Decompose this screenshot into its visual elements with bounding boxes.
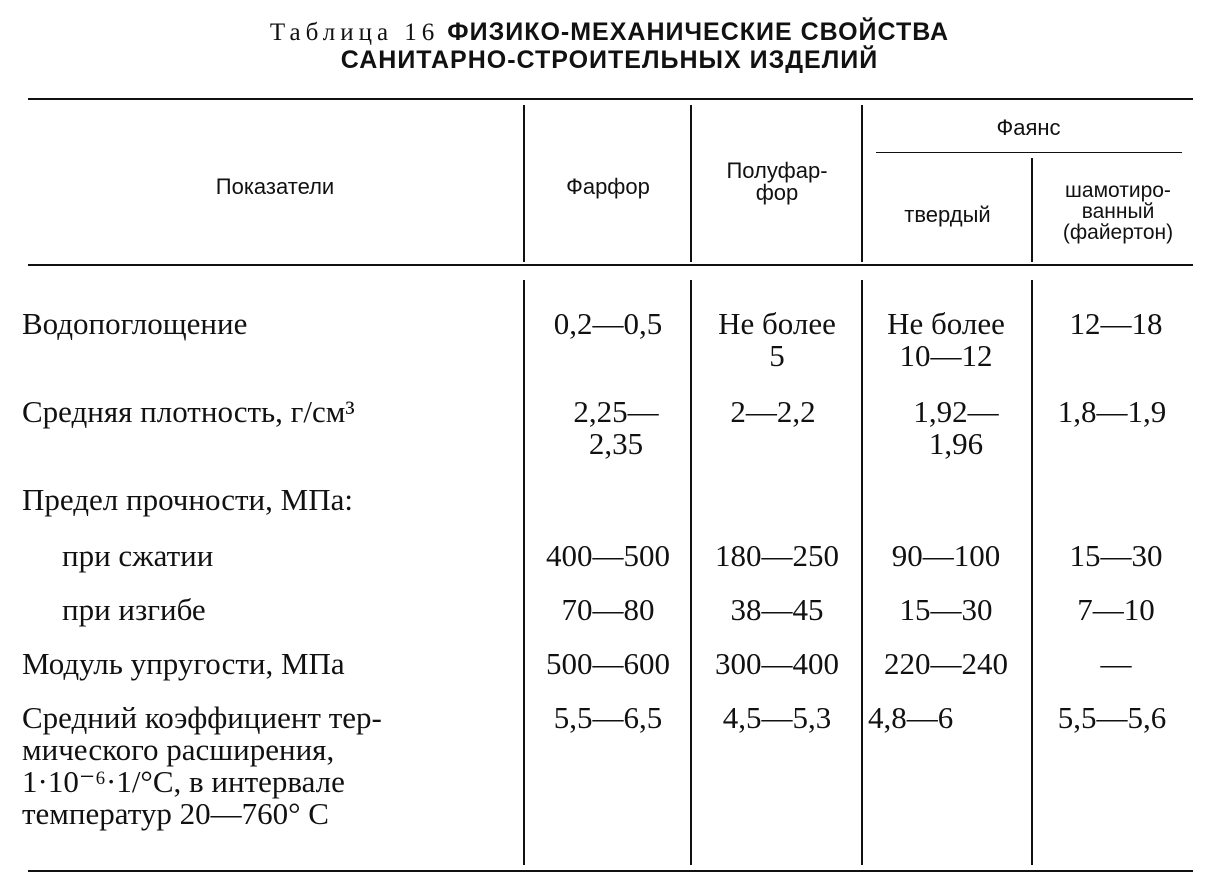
- faience-subheader-rule: [876, 152, 1182, 153]
- row-label-density: Средняя плотность, г/см³: [22, 394, 355, 429]
- row-label-elastic-modulus: Модуль упругости, МПа: [22, 646, 345, 681]
- header-indicators: Показатели: [215, 174, 335, 199]
- cell-compression-faience-hard: 90—100: [891, 538, 1001, 573]
- cell-water-absorption-porcelain: 0,2—0,5: [553, 306, 663, 341]
- header-bottom-rule: [28, 264, 1193, 266]
- cell-compression-porcelain: 400—500: [546, 538, 670, 573]
- col-divider-header-2: [690, 105, 692, 262]
- cell-compression-semi-porcelain: 180—250: [715, 538, 839, 573]
- cell-bending-semi-porcelain: 38—45: [730, 592, 824, 627]
- row-label-bending: при изгибе: [62, 592, 206, 627]
- header-porcelain: Фарфор: [566, 174, 650, 199]
- cell-compression-faience-chamotte: 15—30: [1069, 538, 1163, 573]
- cell-elastic-modulus-porcelain: 500—600: [546, 646, 670, 681]
- table-title-line2: САНИТАРНО-СТРОИТЕЛЬНЫХ ИЗДЕЛИЙ: [340, 46, 879, 74]
- cell-thermal-expansion-faience-chamotte: 5,5—5,6: [1057, 700, 1167, 735]
- cell-water-absorption-semi-porcelain: Не более 5: [718, 306, 836, 373]
- table-top-rule: [28, 98, 1193, 100]
- table-caption-line1: [0, 20, 1219, 45]
- cell-elastic-modulus-semi-porcelain: 300—400: [715, 646, 839, 681]
- cell-elastic-modulus-faience-hard: 220—240: [884, 646, 1008, 681]
- cell-thermal-expansion-porcelain: 5,5—6,5: [553, 700, 663, 735]
- cell-density-faience-hard: 1,92— 1,96: [913, 394, 999, 461]
- row-label-strength: Предел прочности, МПа:: [22, 482, 353, 517]
- row-label-thermal-expansion: Средний коэффициент тер- мического расширения, 1·10⁻⁶·1/°С, в интервале температур 20—760° С: [22, 700, 382, 831]
- col-divider-header-4: [1031, 158, 1033, 262]
- cell-bending-faience-chamotte: 7—10: [1077, 592, 1155, 627]
- cell-water-absorption-faience-hard: Не более 10—12: [887, 306, 1005, 373]
- col-divider-header-3: [861, 105, 863, 262]
- header-semi-porcelain: Полуфар- фор: [726, 158, 828, 205]
- header-faience: Фаянс: [996, 115, 1061, 140]
- table-number: Таблица 16: [269, 19, 440, 46]
- col-divider-body-1: [523, 280, 525, 865]
- cell-bending-porcelain: 70—80: [561, 592, 655, 627]
- row-label-water-absorption: Водопоглощение: [22, 306, 248, 341]
- cell-density-faience-chamotte: 1,8—1,9: [1057, 394, 1167, 429]
- cell-water-absorption-faience-chamotte: 12—18: [1069, 306, 1163, 341]
- header-faience-chamotte: шамотиро- ванный (файертон): [1062, 179, 1174, 244]
- cell-elastic-modulus-faience-chamotte: —: [1100, 646, 1132, 681]
- table-bottom-rule: [28, 870, 1193, 872]
- row-label-compression: при сжатии: [62, 538, 214, 573]
- cell-thermal-expansion-semi-porcelain: 4,5—5,3: [722, 700, 832, 735]
- cell-density-porcelain: 2,25— 2,35: [573, 394, 659, 461]
- cell-density-semi-porcelain: 2—2,2: [730, 394, 816, 429]
- header-faience-hard: твердый: [904, 202, 991, 227]
- col-divider-header-1: [523, 105, 525, 262]
- cell-bending-faience-hard: 15—30: [899, 592, 993, 627]
- table-title-line1: ФИЗИКО-МЕХАНИЧЕСКИЕ СВОЙСТВА: [447, 18, 950, 46]
- cell-thermal-expansion-faience-hard: 4,8—6: [868, 700, 954, 735]
- col-divider-body-4: [1031, 280, 1033, 865]
